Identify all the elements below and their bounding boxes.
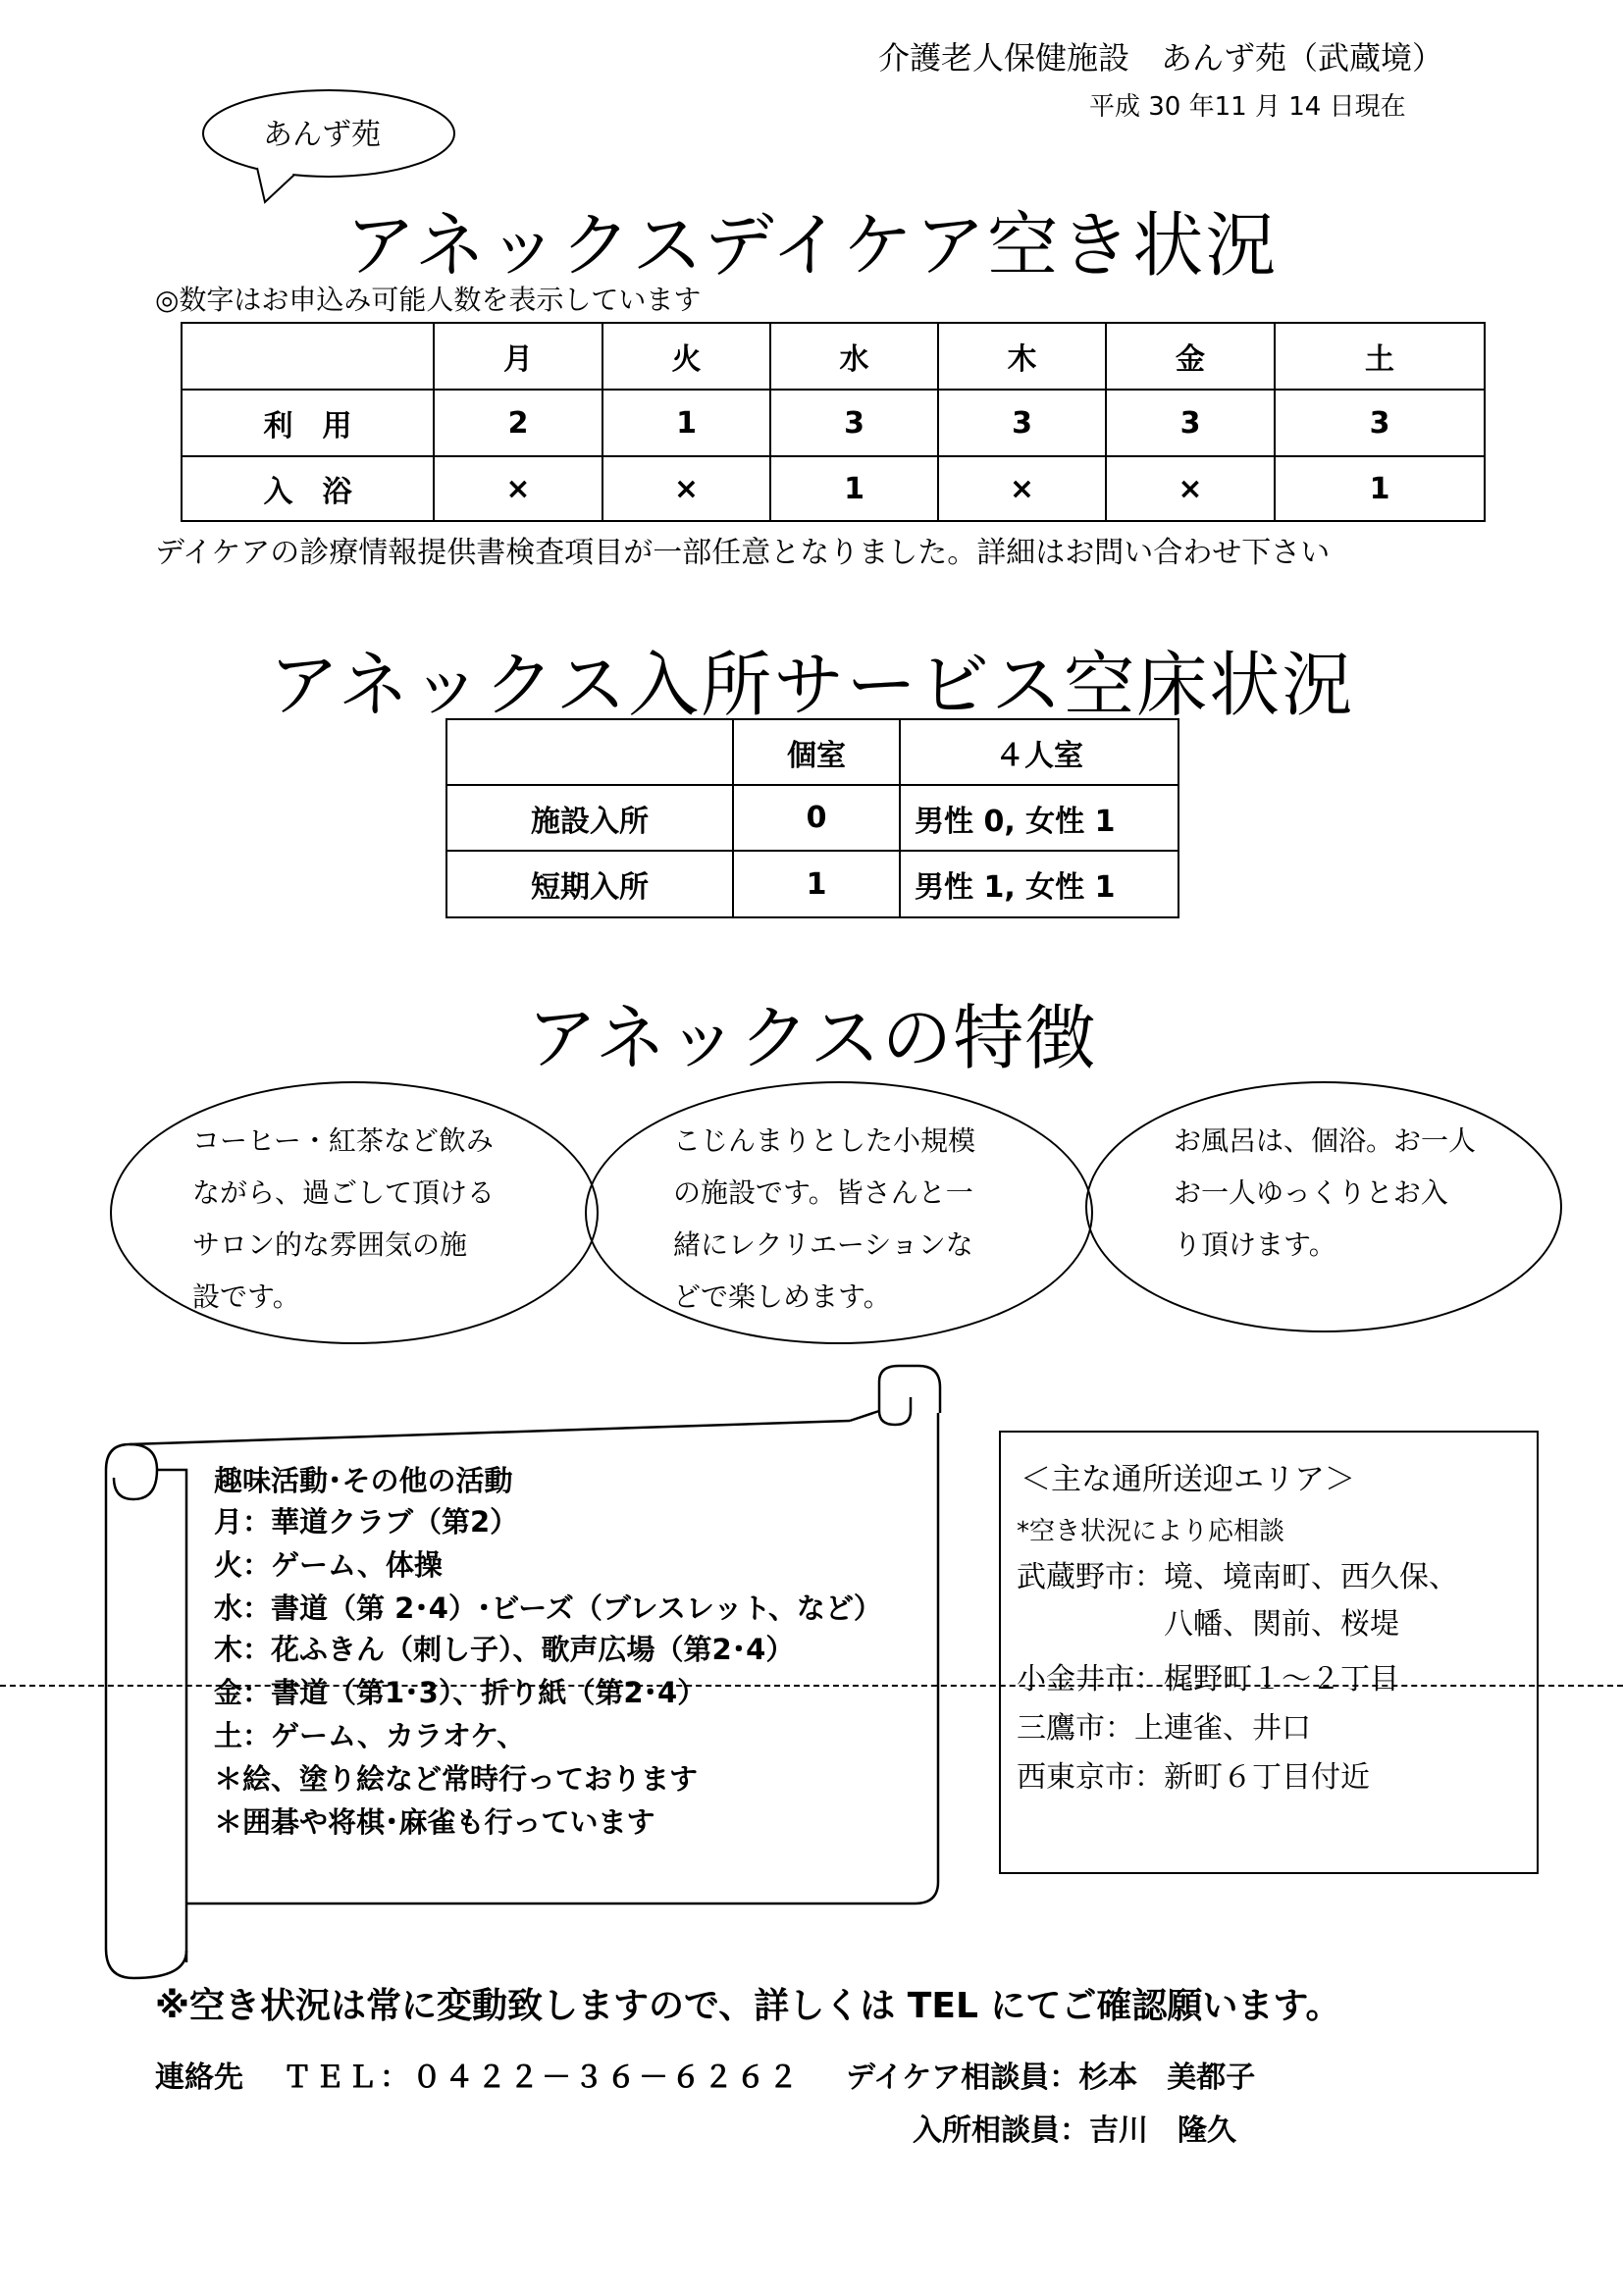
day-mon: 月 (434, 323, 602, 390)
feature-text-1: コーヒー・紅茶など飲み ながら、過ごして頂ける サロン的な雰囲気の施 設です。 (192, 1124, 496, 1313)
activity-tue: 火：ゲーム、体操 (214, 1548, 443, 1582)
pickup-area-note: *空き状況により応相談 (1017, 1517, 1285, 1546)
daycare-title: アネックスデイケア空き状況 (344, 204, 1279, 287)
corner-cell (182, 323, 434, 390)
features-title: アネックスの特徴 (526, 997, 1097, 1079)
admission-header-row (446, 719, 1178, 785)
facility-name: 介護老人保健施設 あんず苑（武蔵境） (878, 39, 1444, 77)
contact-label: 連絡先 (155, 2061, 243, 2095)
activity-sat: 土：ゲーム、カラオケ、 (214, 1719, 526, 1752)
bubble-label: あんず苑 (263, 118, 381, 152)
daycare-note: ◎数字はお申込み可能人数を表示しています (155, 284, 702, 316)
activities-title: 趣味活動･その他の活動 (214, 1464, 513, 1497)
as-of-date: 平成 30 年11 月 14 日現在 (1089, 92, 1406, 122)
daycare-table (181, 322, 1486, 522)
usage-value: 3 (770, 390, 938, 456)
bath-value: × (1106, 456, 1275, 521)
pickup-area-title: ＜主な通所送迎エリア＞ (1021, 1462, 1355, 1497)
daycare-header-row (182, 323, 1485, 390)
notice-text: ※空き状況は常に変動致しますので、詳しくは TEL にてご確認願います。 (155, 1986, 1341, 2026)
activity-note-2: ＊囲碁や将棋･麻雀も行っています (214, 1805, 655, 1839)
day-thu: 木 (938, 323, 1106, 390)
day-fri: 金 (1106, 323, 1275, 390)
row-label-usage: 利 用 (182, 390, 434, 456)
activity-note-1: ＊絵、塗り絵など常時行っております (214, 1762, 699, 1796)
day-wed: 水 (770, 323, 938, 390)
row-label-facility: 施設入所 (446, 785, 733, 851)
header-quad-room: ４人室 (900, 719, 1178, 785)
day-tue: 火 (602, 323, 770, 390)
bath-value: × (602, 456, 770, 521)
area-musashino-2: 八幡、関前、桜堤 (1017, 1607, 1399, 1642)
area-koganei: 小金井市：梶野町１～２丁目 (1017, 1662, 1399, 1696)
activity-thu: 木：花ふきん（刺し子）、歌声広場（第2･4） (214, 1633, 795, 1666)
activity-wed: 水：書道（第 2･4）･ビーズ（ブレスレット、など） (214, 1592, 882, 1625)
private-value: 1 (733, 851, 900, 917)
bath-value: 1 (1275, 456, 1485, 521)
area-nishitokyo: 西東京市：新町６丁目付近 (1017, 1760, 1370, 1795)
usage-value: 3 (938, 390, 1106, 456)
usage-row (182, 390, 1485, 456)
corner-cell (446, 719, 733, 785)
admission-table (445, 718, 1179, 918)
activity-fri: 金：書道（第1･3）、折り紙（第2･4） (214, 1676, 707, 1709)
facility-admission-row (446, 785, 1178, 851)
contact-tel: ＴＥＬ：０４２２－３６－６２６２ (283, 2061, 801, 2095)
usage-value: 2 (434, 390, 602, 456)
usage-value: 3 (1106, 390, 1275, 456)
activity-mon: 月：華道クラブ（第2） (214, 1505, 519, 1539)
bath-row (182, 456, 1485, 521)
admission-staff: 入所相談員：吉川 隆久 (913, 2113, 1236, 2148)
bath-value: × (938, 456, 1106, 521)
daycare-staff: デイケア相談員：杉本 美都子 (846, 2061, 1256, 2095)
area-musashino-1: 武蔵野市：境、境南町、西久保、 (1017, 1560, 1458, 1594)
quad-value: 男性 0, 女性 1 (900, 785, 1178, 851)
feature-text-2: こじんまりとした小規模 の施設です。皆さんと一 緒にレクリエーションな どで楽しめます。 (673, 1124, 976, 1313)
area-mitaka: 三鷹市：上連雀、井口 (1017, 1711, 1311, 1746)
feature-text-3: お風呂は、個浴。お一人 お一人ゆっくりとお入 り頂けます。 (1174, 1124, 1477, 1261)
private-value: 0 (733, 785, 900, 851)
usage-value: 3 (1275, 390, 1485, 456)
daycare-footnote: デイケアの診療情報提供書検査項目が一部任意となりました。詳細はお問い合わせ下さい (155, 536, 1331, 570)
bath-value: 1 (770, 456, 938, 521)
row-label-bath: 入 浴 (182, 456, 434, 521)
short-stay-row (446, 851, 1178, 917)
bath-value: × (434, 456, 602, 521)
day-sat: 土 (1275, 323, 1485, 390)
row-label-short-stay: 短期入所 (446, 851, 733, 917)
usage-value: 1 (602, 390, 770, 456)
admission-title: アネックス入所サービス空床状況 (268, 644, 1355, 726)
header-private-room: 個室 (733, 719, 900, 785)
quad-value: 男性 1, 女性 1 (900, 851, 1178, 917)
